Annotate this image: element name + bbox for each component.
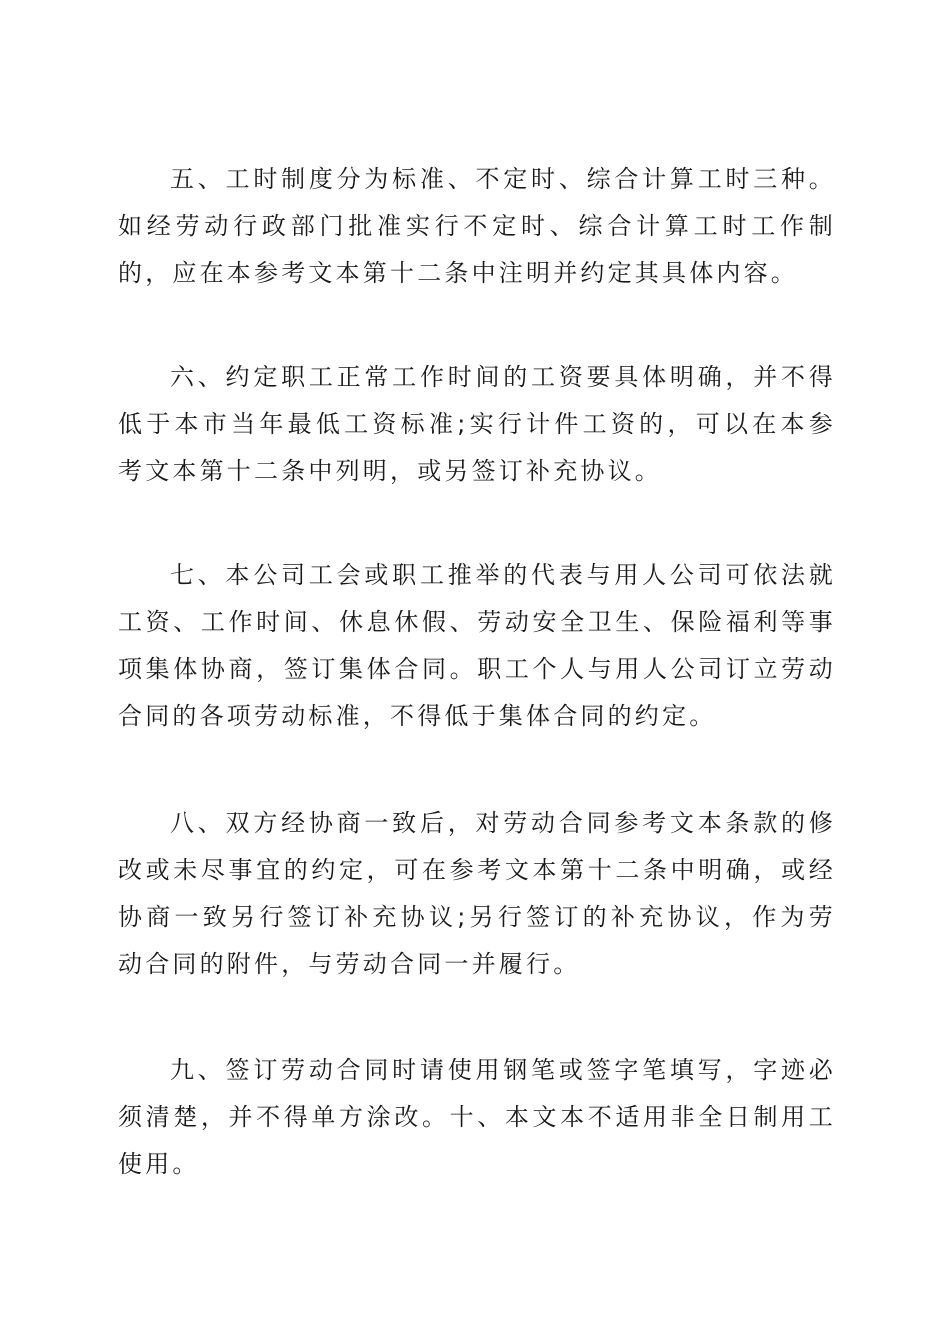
paragraph-clause-6: 六、约定职工正常工作时间的工资要具体明确，并不得低于本市当年最低工资标准;实行计件工资的，可以在本参考文本第十二条中列明，或另签订补充协议。 [118,363,836,485]
paragraph-clause-5: 五、工时制度分为标准、不定时、综合计算工时三种。如经劳动行政部门批准实行不定时、综合计算工时工作制的，应在本参考文本第十二条中注明并约定其具体内容。 [118,165,836,287]
paragraph-clause-7: 七、本公司工会或职工推举的代表与用人公司可依法就工资、工作时间、休息休假、劳动安全卫生、保险福利等事项集体协商，签订集体合同。职工个人与用人公司订立劳动合同的各项劳动标准，不得低于集体合同的约定。 [118,561,836,730]
paragraph-clause-8: 八、双方经协商一致后，对劳动合同参考文本条款的修改或未尽事宜的约定，可在参考文本第十二条中明确，或经协商一致另行签订补充协议;另行签订的补充协议，作为劳动合同的附件，与劳动合同一并履行。 [118,809,836,978]
paragraph-clause-9-10: 九、签订劳动合同时请使用钢笔或签字笔填写，字迹必须清楚，并不得单方涂改。十、本文本不适用非全日制用工使用。 [118,1056,836,1178]
